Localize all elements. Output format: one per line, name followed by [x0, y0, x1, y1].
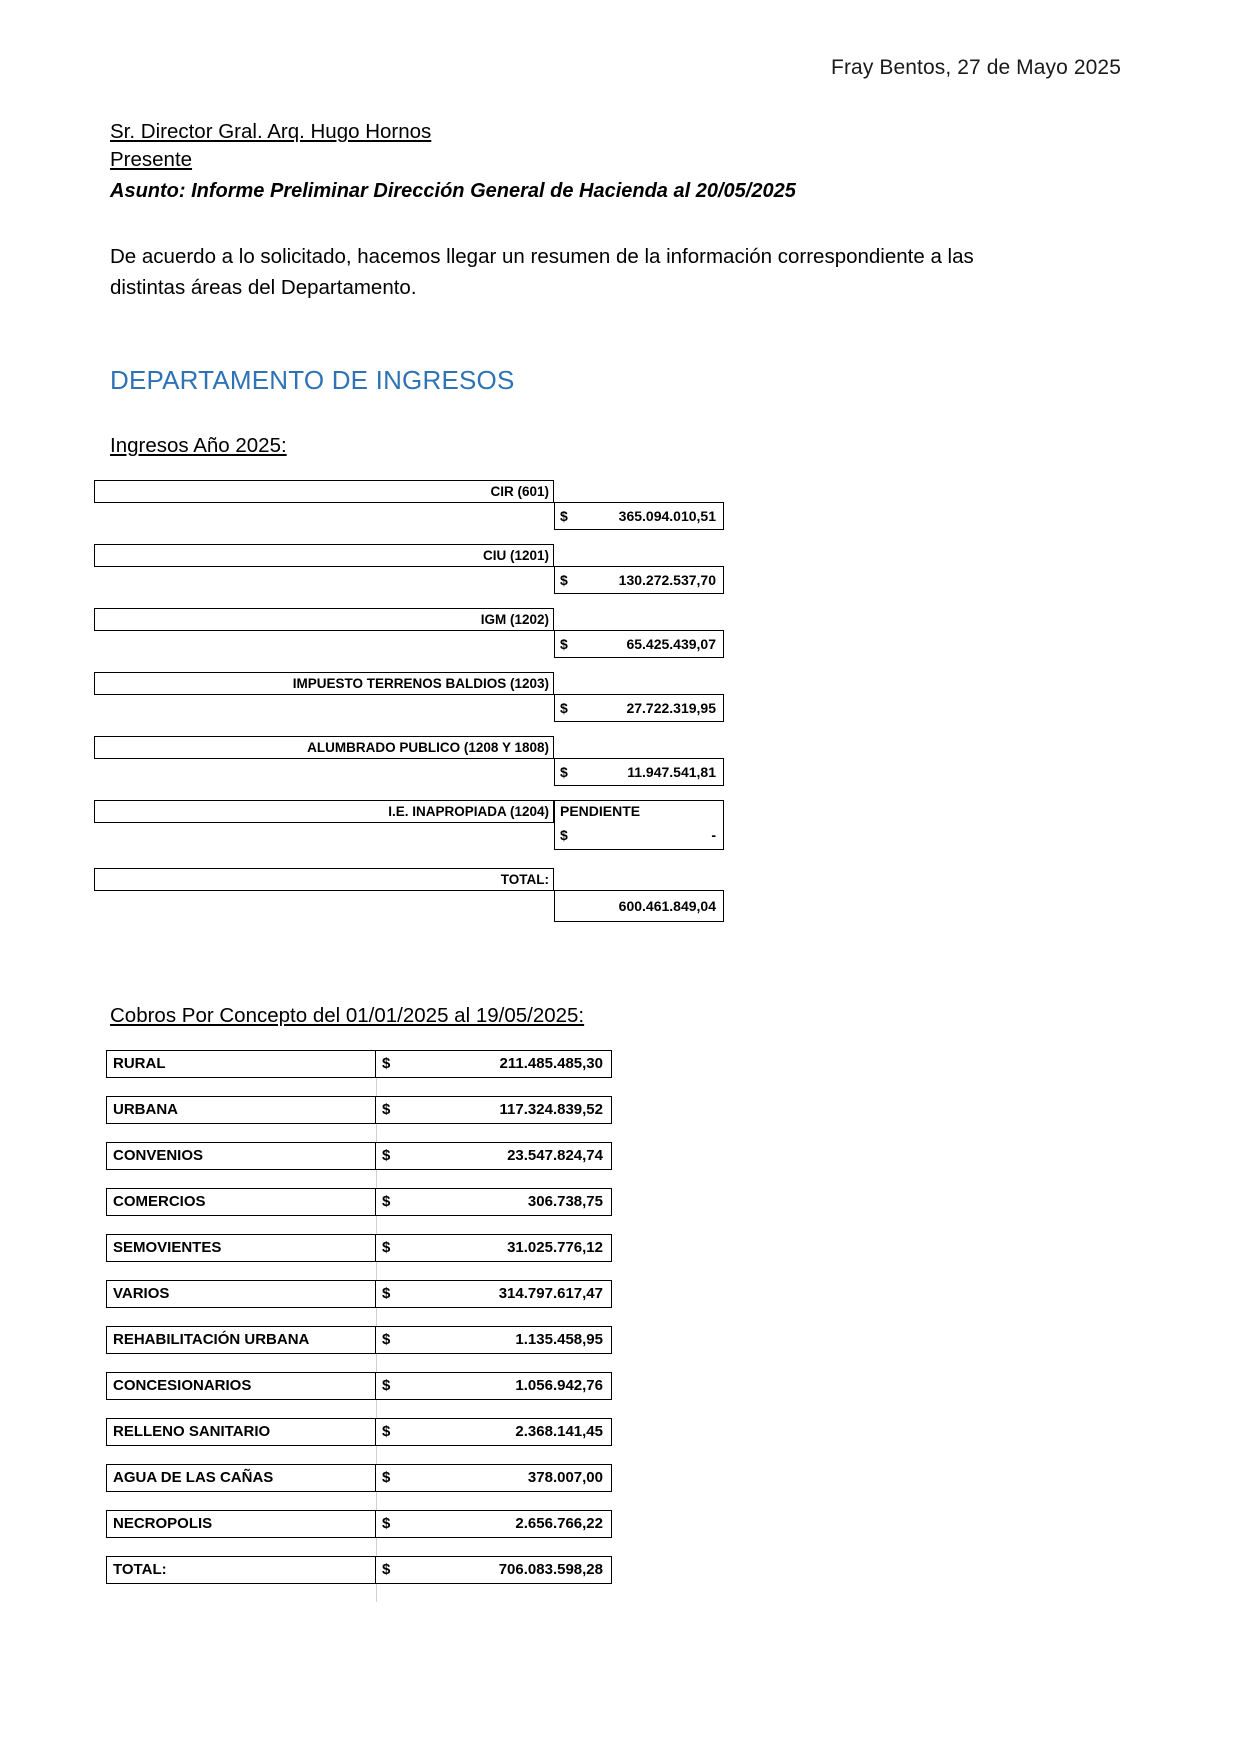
ingresos-table [94, 480, 1131, 924]
ingresos-row [94, 672, 1131, 724]
amount-value: 27.722.319,95 [626, 699, 716, 716]
cobros-concept: SEMOVIENTES [106, 1234, 376, 1262]
intro-paragraph: De acuerdo a lo solicitado, hacemos llegar un resumen de la información correspondiente a las distintas áreas del Departamento. [110, 244, 974, 299]
currency-symbol: $ [560, 635, 568, 652]
cobros-concept: CONVENIOS [106, 1142, 376, 1170]
currency-symbol: $ [382, 1284, 391, 1302]
currency-symbol: $ [560, 699, 568, 716]
ingresos-row-amount [554, 694, 724, 722]
ingresos-total-row [94, 868, 1131, 924]
amount-value: 378.007,00 [527, 1468, 603, 1486]
currency-symbol: $ [382, 1422, 391, 1440]
section-title-ingresos: DEPARTAMENTO DE INGRESOS [110, 364, 515, 395]
ingresos-row-label: I.E. INAPROPIADA (1204) [94, 800, 554, 823]
amount-value: 2.368.141,45 [515, 1422, 603, 1440]
cobros-amount [376, 1464, 612, 1492]
ingresos-row-amount [554, 630, 724, 658]
subject-line: Asunto: Informe Preliminar Dirección General de Hacienda al 20/05/2025 [110, 179, 796, 202]
ingresos-row-amount [554, 758, 724, 786]
currency-symbol: $ [560, 763, 568, 780]
amount-value: 65.425.439,07 [626, 635, 716, 652]
amount-value: 23.547.824,74 [507, 1146, 603, 1164]
amount-value: 1.056.942,76 [515, 1376, 603, 1394]
ingresos-pending-status: PENDIENTE [554, 800, 724, 823]
cobros-amount [376, 1096, 612, 1124]
ingresos-row-amount [554, 502, 724, 530]
ingresos-row-label: IMPUESTO TERRENOS BALDIOS (1203) [94, 672, 554, 695]
amount-value: 11.947.541,81 [627, 763, 716, 780]
table-row [106, 1326, 1131, 1372]
table-row [106, 1142, 1131, 1188]
currency-symbol: $ [560, 571, 568, 588]
cobros-amount [376, 1280, 612, 1308]
cobros-total-amount [376, 1556, 612, 1584]
cobros-amount [376, 1188, 612, 1216]
amount-value: 130.272.537,70 [618, 571, 716, 588]
ingresos-total-label: TOTAL: [94, 868, 554, 891]
document-date: Fray Bentos, 27 de Mayo 2025 [831, 56, 1121, 79]
address-block [110, 118, 1131, 205]
table-row [106, 1188, 1131, 1234]
ingresos-row [94, 736, 1131, 788]
ingresos-row-label: IGM (1202) [94, 608, 554, 631]
ingresos-row-amount [554, 822, 724, 850]
ingresos-row-label: CIU (1201) [94, 544, 554, 567]
cobros-total-label: TOTAL: [106, 1556, 376, 1584]
cobros-amount [376, 1326, 612, 1354]
table-row [106, 1372, 1131, 1418]
cobros-amount [376, 1050, 612, 1078]
currency-symbol: $ [382, 1100, 391, 1118]
amount-value: 306.738,75 [527, 1192, 603, 1210]
currency-symbol: $ [382, 1238, 391, 1256]
currency-symbol: $ [382, 1560, 391, 1578]
ingresos-row [94, 544, 1131, 596]
currency-symbol: $ [382, 1468, 391, 1486]
ingresos-row [94, 608, 1131, 660]
cobros-concept: RELLENO SANITARIO [106, 1418, 376, 1446]
currency-symbol: $ [382, 1146, 391, 1164]
amount-value: 211.485.485,30 [499, 1054, 603, 1072]
amount-value: 600.461.849,04 [618, 897, 716, 914]
amount-value: 706.083.598,28 [498, 1560, 603, 1578]
currency-symbol: $ [382, 1330, 391, 1348]
table-row-total [106, 1556, 1131, 1602]
table-row [106, 1464, 1131, 1510]
cobros-concept: COMERCIOS [106, 1188, 376, 1216]
subheading-ingresos: Ingresos Año 2025: [110, 433, 287, 457]
table-row [106, 1280, 1131, 1326]
currency-symbol: $ [560, 826, 568, 843]
ingresos-total-amount [554, 890, 724, 922]
cobros-table [106, 1050, 1131, 1602]
currency-symbol: $ [382, 1054, 391, 1072]
table-row [106, 1096, 1131, 1142]
table-row [106, 1510, 1131, 1556]
cobros-concept: AGUA DE LAS CAÑAS [106, 1464, 376, 1492]
table-row [106, 1418, 1131, 1464]
amount-value: 1.135.458,95 [515, 1330, 603, 1348]
cobros-concept: REHABILITACIÓN URBANA [106, 1326, 376, 1354]
currency-symbol: $ [382, 1514, 391, 1532]
cobros-concept: RURAL [106, 1050, 376, 1078]
ingresos-row-pending [94, 800, 1131, 852]
subheading-cobros: Cobros Por Concepto del 01/01/2025 al 19/05/2025: [110, 1003, 585, 1027]
currency-symbol: $ [382, 1376, 391, 1394]
cobros-amount [376, 1372, 612, 1400]
amount-value: 2.656.766,22 [515, 1514, 603, 1532]
ingresos-row [94, 480, 1131, 532]
currency-symbol: $ [560, 507, 568, 524]
cobros-amount [376, 1510, 612, 1538]
amount-value: 117.324.839,52 [499, 1100, 603, 1118]
cobros-concept: VARIOS [106, 1280, 376, 1308]
table-row [106, 1050, 1131, 1096]
ingresos-row-amount [554, 566, 724, 594]
currency-symbol: $ [382, 1192, 391, 1210]
present-line: Presente [110, 148, 193, 172]
amount-value: - [711, 826, 716, 843]
recipient-line: Sr. Director Gral. Arq. Hugo Hornos [110, 120, 432, 143]
cobros-amount [376, 1142, 612, 1170]
cobros-amount [376, 1234, 612, 1262]
amount-value: 31.025.776,12 [507, 1238, 603, 1256]
cobros-concept: URBANA [106, 1096, 376, 1124]
ingresos-row-label: CIR (601) [94, 480, 554, 503]
amount-value: 365.094.010,51 [618, 507, 716, 524]
amount-value: 314.797.617,47 [498, 1284, 603, 1302]
cobros-amount [376, 1418, 612, 1446]
ingresos-row-label: ALUMBRADO PUBLICO (1208 Y 1808) [94, 736, 554, 759]
table-row [106, 1234, 1131, 1280]
cobros-concept: NECROPOLIS [106, 1510, 376, 1538]
cobros-concept: CONCESIONARIOS [106, 1372, 376, 1400]
